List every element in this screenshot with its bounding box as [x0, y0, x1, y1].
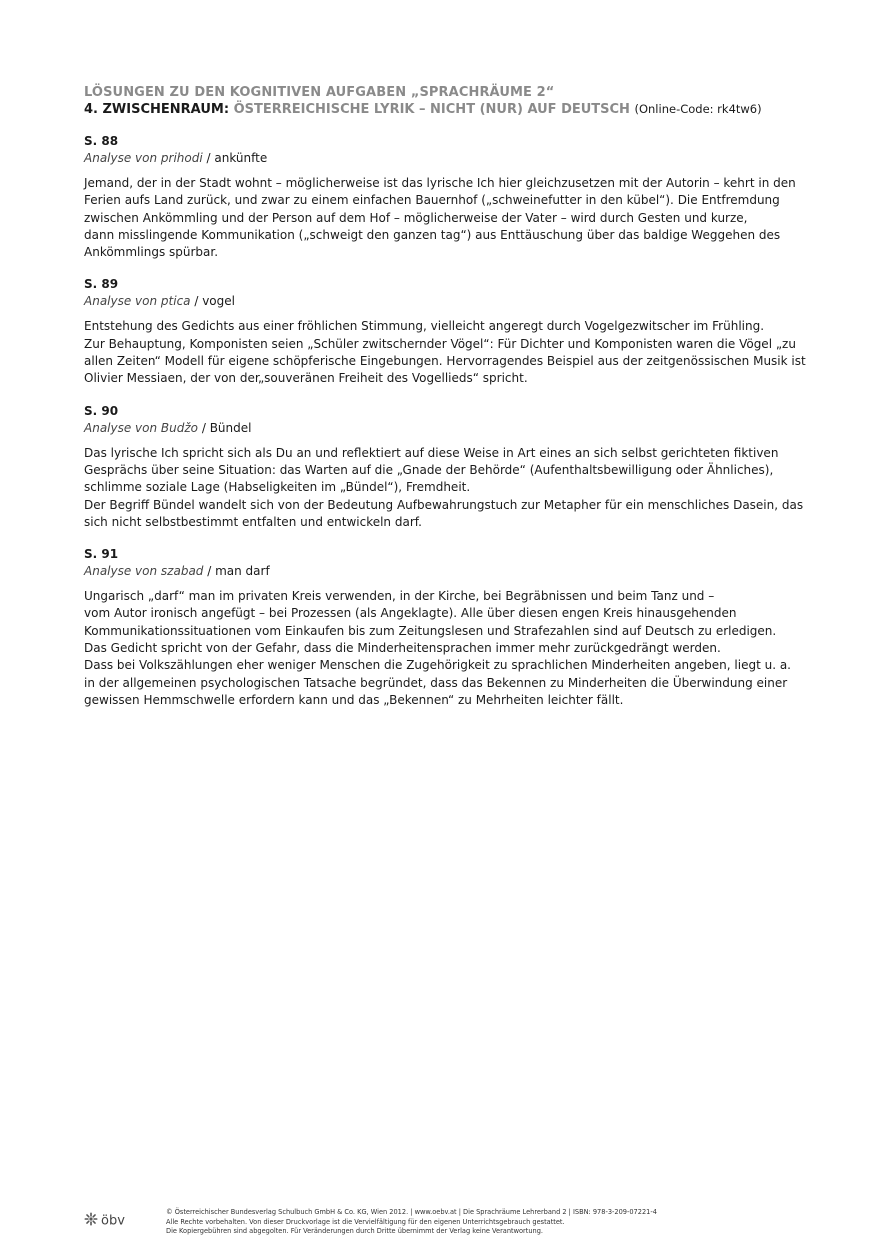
oebv-star-icon [84, 1212, 98, 1230]
section-paragraph [84, 175, 814, 261]
section-paragraph [84, 588, 814, 709]
poem-title: Bündel [209, 420, 252, 435]
poem-title: ankünfte [214, 151, 268, 165]
text-line: vom Autor ironisch angefügt – bei Prozessen (als Angeklagte). Alle über diesen engen Kreis hinausgehenden [84, 606, 737, 621]
page-footer [84, 1208, 814, 1244]
logo-text: öbv [101, 1213, 125, 1229]
text-line: Olivier Messiaen, der von der„souveränen Freiheit des Vogellieds“ spricht. [84, 371, 528, 386]
online-code: (Online-Code: rk4tw6) [634, 102, 762, 116]
section-page-number: S. 89 [84, 277, 119, 292]
chapter-title: ÖSTERREICHISCHE LYRIK – NICHT (NUR) AUF DEUTSCH [233, 102, 630, 117]
section-s88 [84, 133, 814, 261]
text-line: Der Begriff Bündel wandelt sich von der Bedeutung Aufbewahrungstuch zur Metapher für ein menschliches Dasein, das [84, 497, 804, 512]
document-page [84, 84, 814, 709]
analysis-prefix: Analyse von szabad [84, 564, 204, 579]
text-line: Ungarisch „darf“ man im privaten Kreis verwenden, in der Kirche, bei Begräbnissen und beim Tanz und – [84, 589, 715, 604]
text-line: schlimme soziale Lage (Habseligkeiten im „Bündel“), Fremdheit. [84, 480, 471, 495]
section-page-number: S. 90 [84, 403, 119, 418]
section-subtitle: Analyse von Budžo / Bündel [84, 420, 252, 435]
analysis-prefix: Analyse von ptica [84, 294, 191, 309]
text-line: Das lyrische Ich spricht sich als Du an und reflektiert auf diese Weise in Art eines an sich selbst gerichteten fiktiven [84, 445, 779, 460]
copyright-line: © Österreichischer Bundesverlag Schulbuch GmbH & Co. KG, Wien 2012. | www.oebv.at | Die Sprachräume Lehrerband 2 | ISBN: 978-3-209-07221-4 [166, 1208, 657, 1216]
analysis-prefix: Analyse von prihodi [84, 151, 203, 165]
text-line: Ankömmlings spürbar. [84, 245, 219, 260]
section-paragraph [84, 318, 814, 387]
section-s91 [84, 546, 814, 709]
text-line: gewissen Hemmschwelle erfordern kann und das „Bekennen“ zu Mehrheiten leichter fällt. [84, 692, 624, 707]
text-line: in der allgemeinen psychologischen Tatsache begründet, dass das Bekennen zu Minderheiten die Überwindung einer [84, 675, 788, 690]
text-line: allen Zeiten“ Modell für eigene schöpferische Eingebungen. Hervorragendes Beispiel aus der zeitgenössischen Musik ist [84, 354, 806, 369]
text-line: Gesprächs über seine Situation: das Warten auf die „Gnade der Behörde“ (Aufenthaltsbewilligung oder Ähnliches), [84, 462, 774, 477]
poem-title: vogel [202, 294, 235, 309]
text-line: Dass bei Volkszählungen eher weniger Menschen die Zugehörigkeit zu sprachlichen Minderheiten angeben, liegt u. a. [84, 658, 791, 673]
text-line: Das Gedicht spricht von der Gefahr, dass die Minderheitensprachen immer mehr zurückgedrängt werden. [84, 641, 721, 656]
publisher-logo [84, 1212, 125, 1230]
text-line: Jemand, der in der Stadt wohnt – möglicherweise ist das lyrische Ich hier gleichzusetzen mit der Autorin – kehrt in den [84, 176, 796, 190]
text-line: zwischen Ankömmling und der Person auf dem Hof – möglicherweise der Vater – wird durch Gesten und kurze, [84, 210, 748, 225]
text-line: Entstehung des Gedichts aus einer fröhlichen Stimmung, vielleicht angeregt durch Vogelgezwitscher im Frühling. [84, 319, 765, 334]
section-subtitle: Analyse von ptica / vogel [84, 294, 235, 309]
rights-line: Alle Rechte vorbehalten. Von dieser Druckvorlage ist die Vervielfältigung für den eigenen Unterrichtsgebrauch gestattet. [166, 1217, 565, 1226]
section-s90 [84, 403, 814, 531]
copyright-notice [166, 1208, 657, 1237]
section-subtitle: Analyse von szabad / man darf [84, 564, 270, 579]
section-page-number: S. 88 [84, 134, 119, 148]
text-line: Kommunikationssituationen vom Einkaufen bis zum Zeitungslesen und Strafezahlen sind auf Deutsch zu erledigen. [84, 623, 777, 638]
section-subtitle: Analyse von prihodi / ankünfte [84, 151, 268, 165]
poem-title: man darf [215, 564, 270, 579]
chapter-heading [84, 101, 814, 118]
section-paragraph [84, 445, 814, 531]
text-line: dann misslingende Kommunikation („schweigt den ganzen tag“) aus Enttäuschung über das baldige Weggehen des [84, 227, 781, 242]
text-line: sich nicht selbstbestimmt entfalten und entwickeln darf. [84, 514, 422, 529]
section-page-number: S. 91 [84, 547, 119, 562]
section-s89 [84, 276, 814, 387]
chapter-label: 4. ZWISCHENRAUM: [84, 102, 230, 117]
document-heading: LÖSUNGEN ZU DEN KOGNITIVEN AUFGABEN „SPRACHRÄUME 2“ [84, 85, 555, 100]
fees-line: Die Kopiergebühren sind abgegolten. Für Veränderungen durch Dritte übernimmt der Verlag keine Verantwortung. [166, 1227, 543, 1236]
text-line: Ferien aufs Land zurück, und zwar zu einem einfachen Bauernhof („schweinefutter in den kübel“). Die Entfremdung [84, 193, 780, 208]
analysis-prefix: Analyse von Budžo [84, 420, 199, 435]
text-line: Zur Behauptung, Komponisten seien „Schüler zwitschernder Vögel“: Für Dichter und Komponisten waren die Vögel „zu [84, 336, 796, 351]
